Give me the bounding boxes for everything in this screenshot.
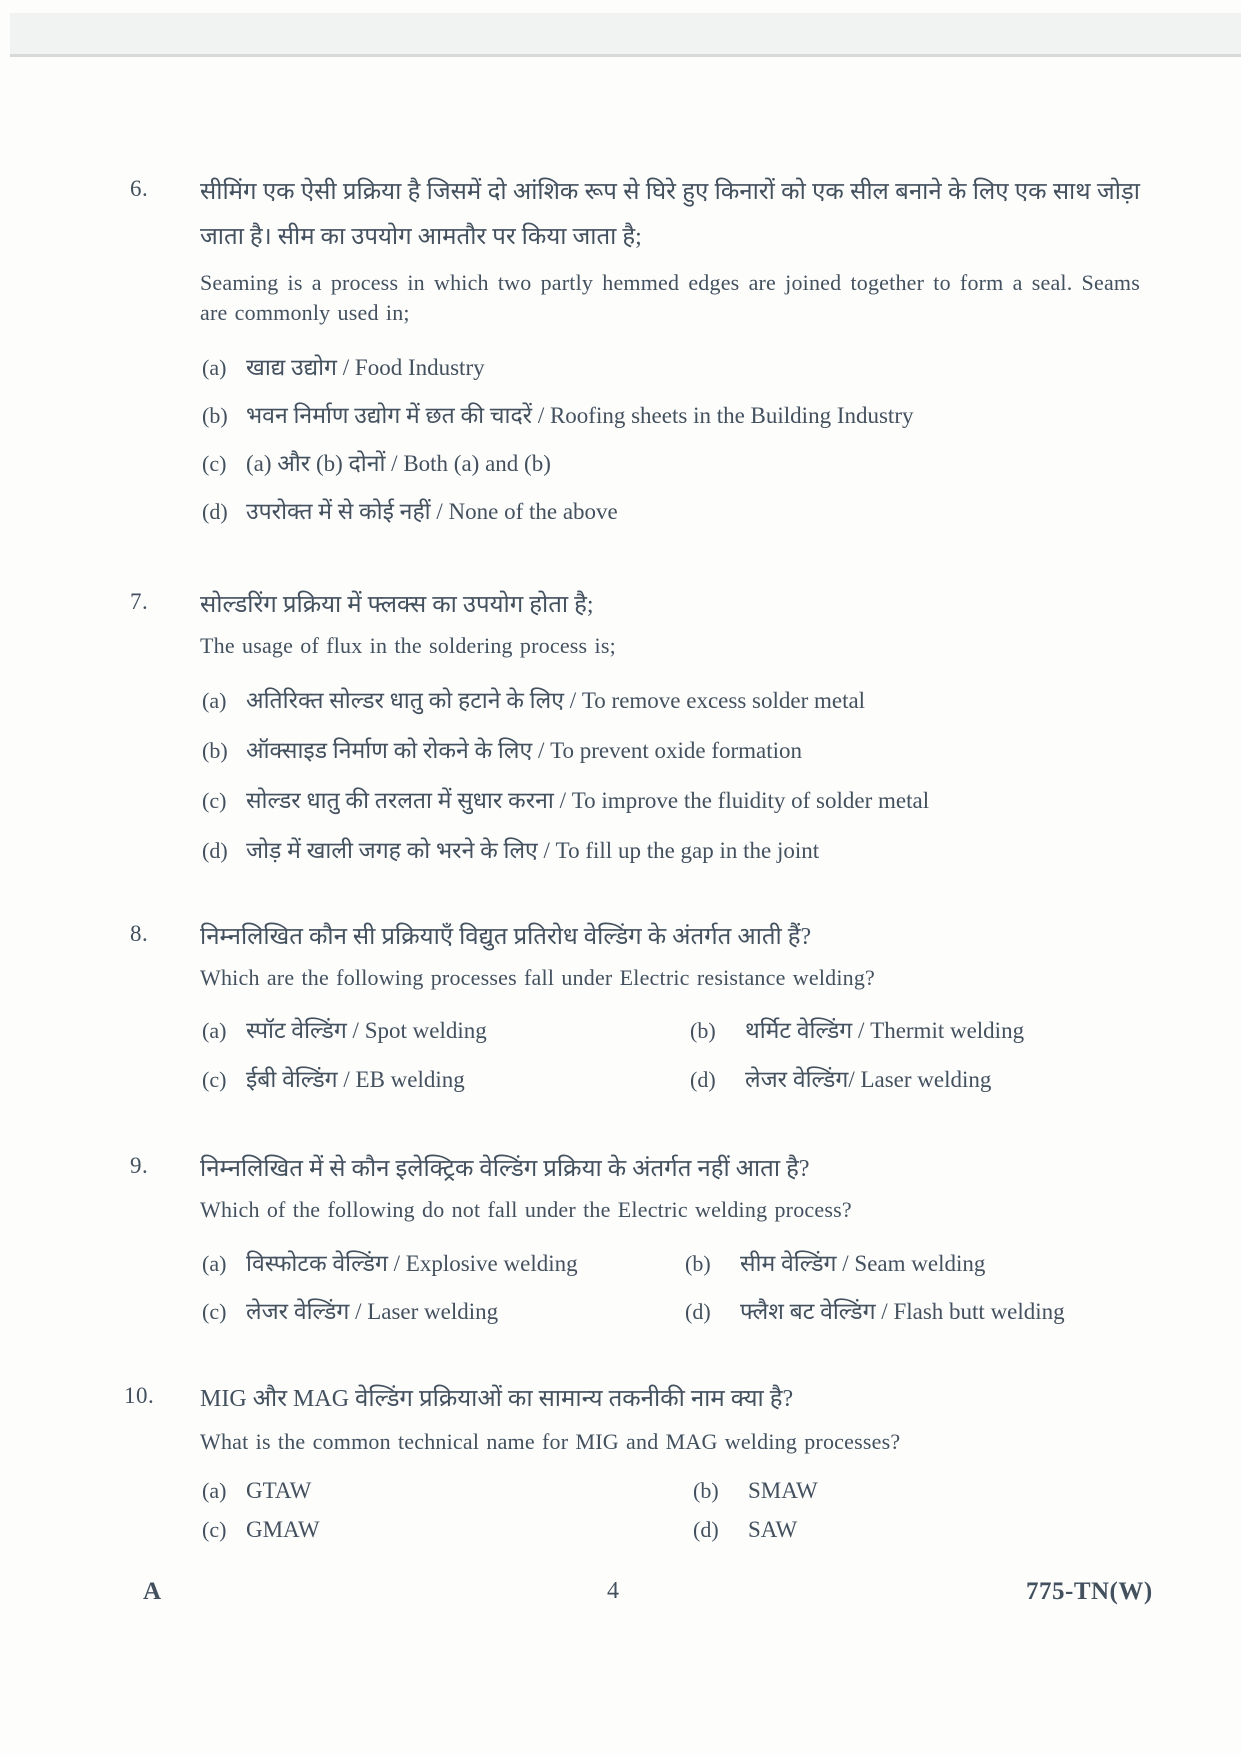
question-text-english: Which of the following do not fall under the Electric welding process? xyxy=(200,1197,852,1222)
option-c xyxy=(202,785,1140,816)
footer-page-number: 4 xyxy=(607,1578,619,1604)
option-text: ईबी वेल्डिंग / EB welding xyxy=(246,1067,465,1092)
option-letter: (d) xyxy=(685,1299,711,1324)
option-a xyxy=(202,352,1140,383)
option-c xyxy=(202,1067,465,1092)
question-number: 10. xyxy=(124,1383,155,1408)
option-text: सोल्डर धातु की तरलता में सुधार करना / To improve the fluidity of solder metal xyxy=(246,788,930,813)
question-number: 6. xyxy=(130,176,149,201)
option-c xyxy=(202,1299,498,1324)
option-text: उपरोक्त में से कोई नहीं / None of the above xyxy=(246,499,618,524)
option-letter: (c) xyxy=(202,1299,227,1324)
question-9 xyxy=(0,1147,1241,1344)
option-b xyxy=(202,400,1140,431)
option-row xyxy=(202,1248,1140,1279)
option-c xyxy=(202,1517,320,1542)
question-number: 8. xyxy=(130,921,149,946)
options-list xyxy=(202,685,1140,866)
question-text-english: What is the common technical name for MIG and MAG welding processes? xyxy=(200,1429,901,1454)
options-list xyxy=(202,1248,1140,1327)
option-letter: (a) xyxy=(202,1018,227,1043)
option-d xyxy=(690,1064,991,1095)
option-letter: (a) xyxy=(202,1478,227,1503)
option-row xyxy=(202,1015,1140,1046)
option-letter: (d) xyxy=(202,499,228,524)
option-text: विस्फोटक वेल्डिंग / Explosive welding xyxy=(246,1251,578,1276)
option-letter: (a) xyxy=(202,1251,227,1276)
question-body xyxy=(200,1377,1140,1545)
option-text: SAW xyxy=(748,1517,798,1542)
option-letter: (b) xyxy=(202,738,228,763)
option-row xyxy=(202,1475,1140,1506)
option-text: खाद्य उद्योग / Food Industry xyxy=(246,355,485,380)
option-text: GMAW xyxy=(246,1517,320,1542)
question-text-hindi: निम्नलिखित कौन सी प्रक्रियाएँ विद्युत प्रतिरोध वेल्डिंग के अंतर्गत आती हैं? xyxy=(200,924,812,950)
question-body xyxy=(200,583,1140,866)
option-a xyxy=(202,1018,487,1043)
option-letter: (d) xyxy=(202,838,228,863)
question-10 xyxy=(0,1377,1241,1553)
option-text: थर्मिट वेल्डिंग / Thermit welding xyxy=(745,1018,1025,1043)
option-letter: (c) xyxy=(202,788,227,813)
scan-top-band xyxy=(10,13,1241,57)
question-number: 7. xyxy=(130,589,149,614)
option-text: भवन निर्माण उद्योग में छत की चादरें / Roofing sheets in the Building Industry xyxy=(246,403,914,428)
option-text: GTAW xyxy=(246,1478,312,1503)
option-letter: (c) xyxy=(202,451,227,476)
option-letter: (b) xyxy=(202,403,228,428)
question-text-hindi: सीमिंग एक ऐसी प्रक्रिया है जिसमें दो आंशिक रूप से घिरे हुए किनारों को एक सील बनाने के लिए एक साथ जोड़ा जाता है। सीम का उपयोग आमतौर पर किया जाता है; xyxy=(200,179,1140,250)
option-letter: (c) xyxy=(202,1067,227,1092)
option-b xyxy=(685,1248,985,1279)
question-text-english: Seaming is a process in which two partly hemmed edges are joined together to form a seal. Seams are commonly used in; xyxy=(200,270,1140,325)
option-b xyxy=(202,735,1140,766)
option-row xyxy=(202,1296,1140,1327)
option-b xyxy=(693,1475,818,1506)
option-a xyxy=(202,685,1140,716)
question-text-hindi: सोल्डरिंग प्रक्रिया में फ्लक्स का उपयोग होता है; xyxy=(200,592,594,618)
option-b xyxy=(690,1015,1024,1046)
option-d xyxy=(693,1514,797,1545)
option-row xyxy=(202,1514,1140,1545)
options-list xyxy=(202,1015,1140,1095)
question-text-hindi: MIG और MAG वेल्डिंग प्रक्रियाओं का सामान्य तकनीकी नाम क्या है? xyxy=(200,1386,794,1412)
option-d xyxy=(202,835,1140,866)
options-list xyxy=(202,1475,1140,1545)
option-text: स्पॉट वेल्डिंग / Spot welding xyxy=(246,1018,487,1043)
page-footer xyxy=(0,1578,1241,1608)
question-text-hindi: निम्नलिखित में से कौन इलेक्ट्रिक वेल्डिंग प्रक्रिया के अंतर्गत नहीं आता है? xyxy=(200,1156,810,1182)
option-letter: (a) xyxy=(202,688,227,713)
option-letter: (d) xyxy=(690,1067,716,1092)
option-text: जोड़ में खाली जगह को भरने के लिए / To fill up the gap in the joint xyxy=(246,838,820,863)
option-text: ऑक्साइड निर्माण को रोकने के लिए / To prevent oxide formation xyxy=(246,738,803,763)
question-body xyxy=(200,170,1140,527)
option-c xyxy=(202,448,1140,479)
option-d xyxy=(685,1296,1065,1327)
option-letter: (b) xyxy=(690,1018,716,1043)
question-body xyxy=(200,1147,1140,1327)
option-letter: (d) xyxy=(693,1517,719,1542)
option-text: लेजर वेल्डिंग / Laser welding xyxy=(246,1299,499,1324)
option-d xyxy=(202,496,1140,527)
option-text: अतिरिक्त सोल्डर धातु को हटाने के लिए / To remove excess solder metal xyxy=(246,688,866,713)
option-row xyxy=(202,1064,1140,1095)
question-7 xyxy=(0,583,1241,885)
question-8 xyxy=(0,915,1241,1113)
question-text-english: The usage of flux in the soldering process is; xyxy=(200,633,616,658)
option-letter: (a) xyxy=(202,355,227,380)
option-a xyxy=(202,1251,578,1276)
question-text-english: Which are the following processes fall under Electric resistance welding? xyxy=(200,965,876,990)
footer-set-code: A xyxy=(143,1578,162,1605)
option-text: SMAW xyxy=(748,1478,818,1503)
option-letter: (b) xyxy=(685,1251,711,1276)
option-text: (a) और (b) दोनों / Both (a) and (b) xyxy=(246,451,551,476)
option-a xyxy=(202,1478,311,1503)
question-body xyxy=(200,915,1140,1095)
option-text: फ्लैश बट वेल्डिंग / Flash butt welding xyxy=(740,1299,1065,1324)
question-6 xyxy=(0,170,1241,544)
option-text: लेजर वेल्डिंग/ Laser welding xyxy=(745,1067,992,1092)
option-letter: (b) xyxy=(693,1478,719,1503)
option-letter: (c) xyxy=(202,1517,227,1542)
options-list xyxy=(202,352,1140,527)
footer-paper-code: 775-TN(W) xyxy=(1026,1578,1153,1605)
option-text: सीम वेल्डिंग / Seam welding xyxy=(740,1251,986,1276)
question-number: 9. xyxy=(130,1153,149,1178)
